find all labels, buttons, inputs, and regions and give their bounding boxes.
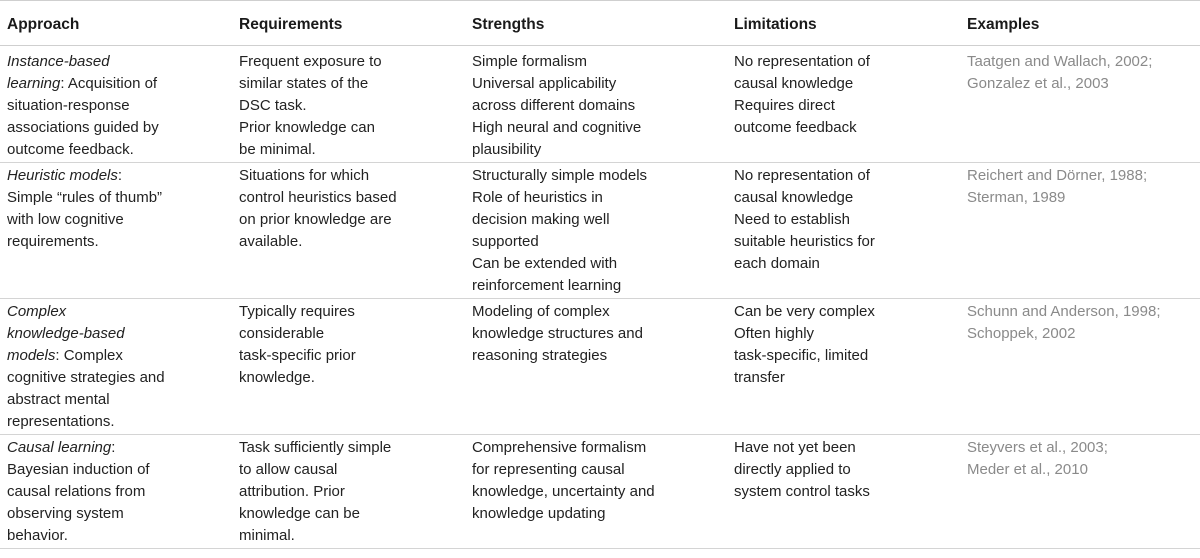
- examples-line: Reichert and Dörner, 1988;: [967, 167, 1148, 184]
- approach-plain-text: : Complex: [55, 347, 123, 364]
- requirements-line: attribution. Prior: [239, 483, 345, 500]
- header-row: [0, 1, 1200, 46]
- examples-line: Meder et al., 2010: [967, 461, 1088, 478]
- approach-plain-text: situation-response: [7, 97, 130, 114]
- requirements-line: be minimal.: [239, 141, 316, 158]
- approach-plain-text: behavior.: [7, 527, 68, 544]
- approach-line: [7, 503, 232, 525]
- approach-plain-text: requirements.: [7, 233, 99, 250]
- limitations-cell: [727, 435, 960, 549]
- limitations-line: causal knowledge: [734, 189, 854, 206]
- limitations-line: Have not yet been: [734, 439, 856, 456]
- requirements-line: Prior knowledge can: [239, 119, 375, 136]
- approach-italic-text: Heuristic models: [7, 167, 118, 184]
- header-requirements: Requirements: [232, 1, 465, 46]
- approach-plain-text: associations guided by: [7, 119, 159, 136]
- approach-italic-text: learning: [7, 75, 61, 92]
- strengths-cell: [465, 46, 727, 163]
- limitations-line: No representation of: [734, 167, 870, 184]
- examples-cell: [960, 163, 1200, 299]
- limitations-cell: [727, 299, 960, 435]
- limitations-line: Need to establish: [734, 211, 850, 228]
- requirements-line: Typically requires: [239, 303, 355, 320]
- limitations-line: system control tasks: [734, 483, 870, 500]
- approach-line: [7, 51, 232, 73]
- header-strengths: Strengths: [465, 1, 727, 46]
- strengths-line: Comprehensive formalism: [472, 439, 647, 456]
- limitations-line: causal knowledge: [734, 75, 854, 92]
- requirements-cell: [232, 163, 465, 299]
- approach-line: [7, 411, 232, 433]
- limitations-cell: [727, 163, 960, 299]
- requirements-line: DSC task.: [239, 97, 307, 114]
- requirements-line: Frequent exposure to: [239, 53, 382, 70]
- requirements-cell: [232, 435, 465, 549]
- approach-plain-text: observing system: [7, 505, 124, 522]
- approach-plain-text: : Acquisition of: [60, 75, 158, 92]
- requirements-line: knowledge.: [239, 369, 315, 386]
- requirements-line: minimal.: [239, 527, 295, 544]
- examples-cell: [960, 46, 1200, 163]
- strengths-cell: [465, 299, 727, 435]
- limitations-line: each domain: [734, 255, 820, 272]
- header-approach: Approach: [0, 1, 232, 46]
- requirements-cell: [232, 299, 465, 435]
- approach-plain-text: abstract mental: [7, 391, 110, 408]
- limitations-line: task-specific, limited: [734, 347, 869, 364]
- requirements-line: Situations for which: [239, 167, 370, 184]
- approach-cell: [0, 46, 232, 163]
- examples-cell: [960, 435, 1200, 549]
- strengths-line: Simple formalism: [472, 53, 588, 70]
- strengths-line: knowledge updating: [472, 505, 606, 522]
- approach-line: [7, 481, 232, 503]
- strengths-line: across different domains: [472, 97, 636, 114]
- requirements-line: available.: [239, 233, 303, 250]
- strengths-line: Modeling of complex: [472, 303, 610, 320]
- limitations-line: Can be very complex: [734, 303, 875, 320]
- approach-plain-text: :: [111, 439, 116, 456]
- strengths-line: reasoning strategies: [472, 347, 608, 364]
- table-body: [0, 46, 1200, 549]
- table-row: [0, 46, 1200, 163]
- approach-plain-text: with low cognitive: [7, 211, 124, 228]
- approach-line: [7, 95, 232, 117]
- strengths-line: High neural and cognitive: [472, 119, 642, 136]
- examples-cell: [960, 299, 1200, 435]
- approach-line: [7, 187, 232, 209]
- strengths-line: knowledge structures and: [472, 325, 643, 342]
- requirements-line: considerable: [239, 325, 325, 342]
- table-row: [0, 299, 1200, 435]
- strengths-line: Can be extended with: [472, 255, 618, 272]
- header-limitations: Limitations: [727, 1, 960, 46]
- approach-line: [7, 301, 232, 323]
- approach-cell: [0, 163, 232, 299]
- strengths-cell: [465, 435, 727, 549]
- approach-line: [7, 117, 232, 139]
- table-row: [0, 163, 1200, 299]
- approach-line: [7, 367, 232, 389]
- approach-plain-text: outcome feedback.: [7, 141, 134, 158]
- approach-line: [7, 323, 232, 345]
- approach-plain-text: :: [117, 167, 123, 184]
- approach-plain-text: Simple “rules of thumb”: [7, 189, 163, 206]
- strengths-line: plausibility: [472, 141, 542, 158]
- requirements-line: task-specific prior: [239, 347, 356, 364]
- strengths-line: knowledge, uncertainty and: [472, 483, 655, 500]
- limitations-line: suitable heuristics for: [734, 233, 875, 250]
- requirements-line: on prior knowledge are: [239, 211, 392, 228]
- strengths-line: for representing causal: [472, 461, 625, 478]
- strengths-cell: [465, 163, 727, 299]
- approach-italic-text: models: [7, 347, 56, 364]
- requirements-line: Task sufficiently simple: [239, 439, 392, 456]
- limitations-line: Requires direct: [734, 97, 835, 114]
- requirements-line: control heuristics based: [239, 189, 397, 206]
- requirements-line: similar states of the: [239, 75, 369, 92]
- limitations-line: Often highly: [734, 325, 815, 342]
- limitations-line: outcome feedback: [734, 119, 857, 136]
- requirements-cell: [232, 46, 465, 163]
- examples-line: Sterman, 1989: [967, 189, 1066, 206]
- strengths-line: Universal applicability: [472, 75, 617, 92]
- approach-line: [7, 525, 232, 547]
- approach-italic-text: knowledge-based: [7, 325, 125, 342]
- approach-plain-text: Bayesian induction of: [7, 461, 150, 478]
- limitations-line: No representation of: [734, 53, 870, 70]
- requirements-line: to allow causal: [239, 461, 338, 478]
- approach-cell: [0, 435, 232, 549]
- approach-italic-text: Instance-based: [7, 53, 110, 70]
- approach-line: [7, 139, 232, 161]
- examples-line: Gonzalez et al., 2003: [967, 75, 1109, 92]
- approach-italic-text: Causal learning: [7, 439, 112, 456]
- approach-line: [7, 389, 232, 411]
- approach-line: [7, 231, 232, 253]
- table-row: [0, 435, 1200, 549]
- approach-cell: [0, 299, 232, 435]
- approach-italic-text: Complex: [7, 303, 67, 320]
- examples-line: Steyvers et al., 2003;: [967, 439, 1108, 456]
- approach-line: [7, 437, 232, 459]
- approach-line: [7, 209, 232, 231]
- approach-line: [7, 73, 232, 95]
- approach-plain-text: representations.: [7, 413, 115, 430]
- requirements-line: knowledge can be: [239, 505, 360, 522]
- examples-line: Schoppek, 2002: [967, 325, 1076, 342]
- strengths-line: decision making well: [472, 211, 610, 228]
- strengths-line: Role of heuristics in: [472, 189, 603, 206]
- approach-plain-text: cognitive strategies and: [7, 369, 165, 386]
- strengths-line: reinforcement learning: [472, 277, 622, 294]
- limitations-line: transfer: [734, 369, 785, 386]
- header-examples: Examples: [960, 1, 1200, 46]
- approach-line: [7, 459, 232, 481]
- limitations-cell: [727, 46, 960, 163]
- strengths-line: Structurally simple models: [472, 167, 648, 184]
- approach-line: [7, 165, 232, 187]
- approach-line: [7, 345, 232, 367]
- limitations-line: directly applied to: [734, 461, 851, 478]
- examples-line: Taatgen and Wallach, 2002;: [967, 53, 1153, 70]
- strengths-line: supported: [472, 233, 539, 250]
- approach-plain-text: causal relations from: [7, 483, 146, 500]
- examples-line: Schunn and Anderson, 1998;: [967, 303, 1161, 320]
